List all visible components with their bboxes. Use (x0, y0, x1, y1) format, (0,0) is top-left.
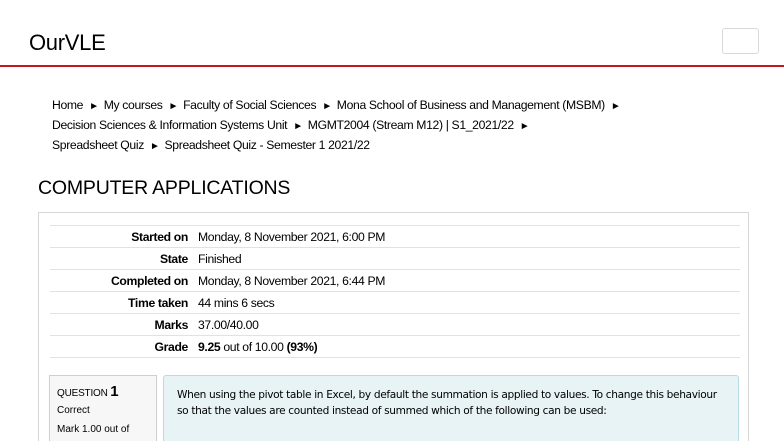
summary-row-state (50, 248, 740, 270)
marks-value: 37.00/40.00 (198, 317, 259, 332)
question-info-box (49, 375, 157, 441)
question-label: QUESTION (57, 388, 108, 399)
breadcrumb-quiz[interactable]: Spreadsheet Quiz (52, 138, 144, 152)
grade-suffix: out of 10.00 (220, 339, 287, 354)
breadcrumb-unit[interactable]: Decision Sciences & Information Systems Unit (52, 118, 288, 132)
site-brand[interactable]: OurVLE (29, 30, 106, 55)
breadcrumb-faculty[interactable]: Faculty of Social Sciences (183, 98, 317, 112)
attempt-summary-table (50, 225, 740, 358)
summary-row-started (50, 226, 740, 248)
breadcrumb-my-courses[interactable]: My courses (103, 98, 163, 112)
summary-row-marks (50, 314, 740, 336)
breadcrumb-home[interactable]: Home (52, 98, 84, 112)
grade-percent: (93%) (286, 339, 318, 354)
question-text: When using the pivot table in Excel, by default the summation is applied to values. To change this behaviour so that the values are counted instead of summed which of the following can be used: (163, 375, 739, 441)
breadcrumb-school[interactable]: Mona School of Business and Management (MSBM) (336, 98, 605, 112)
grade-label: Grade (154, 339, 188, 354)
menu-toggle-button[interactable] (722, 28, 759, 54)
completed-value: Monday, 8 November 2021, 6:44 PM (198, 273, 386, 288)
marks-label: Marks (154, 317, 188, 332)
state-value: Finished (198, 251, 242, 266)
top-navbar (0, 0, 784, 67)
breadcrumb (52, 96, 752, 156)
time-taken-value: 44 mins 6 secs (198, 295, 275, 310)
breadcrumb-separator-icon: ► (293, 121, 303, 132)
breadcrumb-separator-icon: ► (89, 101, 99, 112)
question-mark: Mark 1.00 out of (57, 424, 130, 435)
breadcrumb-separator-icon: ► (322, 101, 332, 112)
started-value: Monday, 8 November 2021, 6:00 PM (198, 229, 386, 244)
question-number-value: 1 (110, 383, 119, 400)
grade-value: 9.25 (198, 339, 221, 354)
breadcrumb-separator-icon: ► (149, 141, 160, 152)
summary-row-grade (50, 336, 740, 358)
grade-value-cell (198, 336, 740, 358)
breadcrumb-quiz-attempt[interactable]: Spreadsheet Quiz - Semester 1 2021/22 (164, 138, 370, 152)
summary-row-completed (50, 270, 740, 292)
page-title: COMPUTER APPLICATIONS (38, 177, 291, 199)
breadcrumb-separator-icon: ► (519, 121, 530, 132)
time-taken-label: Time taken (128, 295, 188, 310)
question-state: Correct (57, 405, 90, 416)
summary-row-time (50, 292, 740, 314)
breadcrumb-separator-icon: ► (168, 101, 179, 112)
breadcrumb-separator-icon: ► (610, 101, 621, 112)
state-label: State (159, 251, 188, 266)
question-number (57, 383, 156, 400)
started-label: Started on (131, 229, 188, 244)
breadcrumb-course[interactable]: MGMT2004 (Stream M12) | S1_2021/22 (307, 118, 514, 132)
completed-label: Completed on (110, 273, 188, 288)
